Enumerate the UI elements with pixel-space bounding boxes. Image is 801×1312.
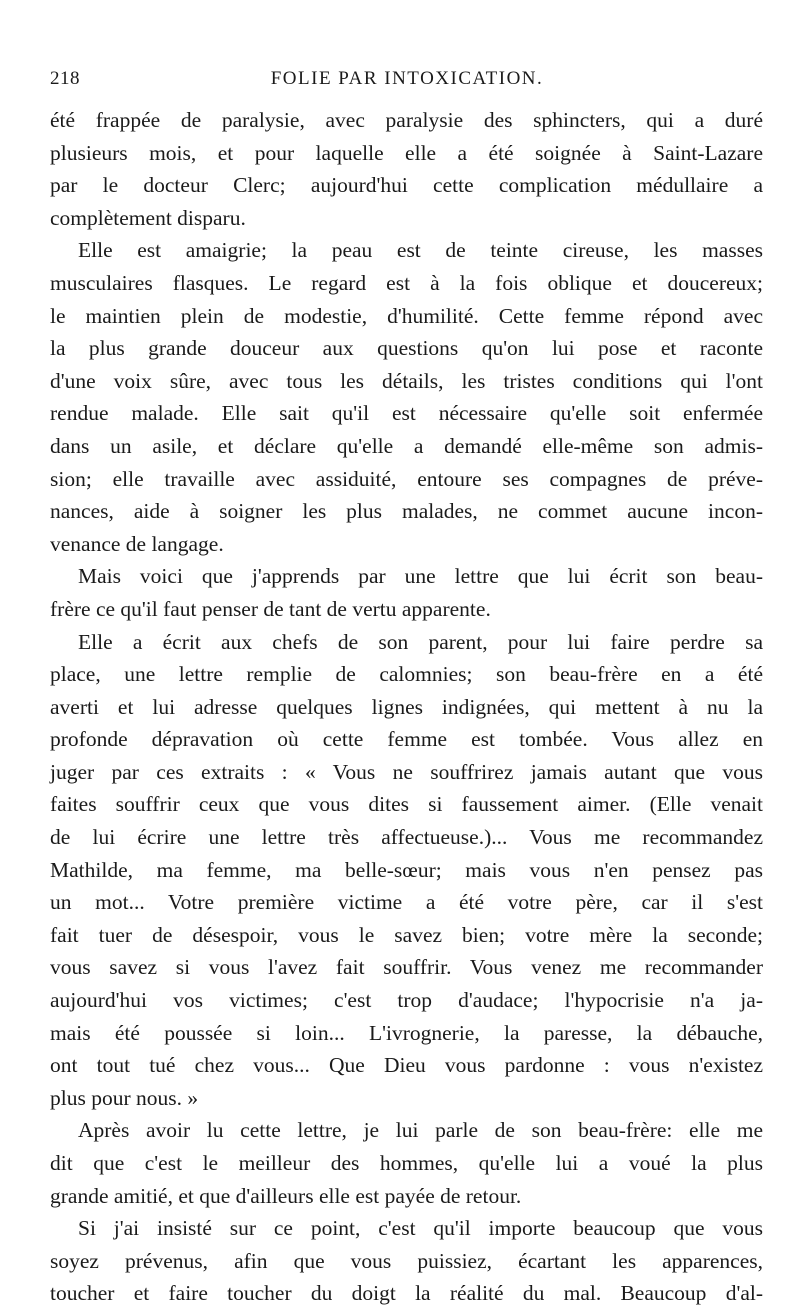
text-line: été frappée de paralysie, avec paralysie des sphincters, qui a duré	[50, 108, 763, 132]
running-title: FOLIE PAR INTOXICATION.	[270, 68, 544, 89]
text-line: un mot... Votre première victime a été votre père, car il s'est	[50, 890, 763, 915]
text-line: le maintien plein de modestie, d'humilité. Cette femme répond avec	[50, 303, 763, 328]
text-line: soyez prévenus, afin que vous puissiez, écartant les apparences,	[50, 1248, 763, 1273]
text-line: Mathilde, ma femme, ma belle-sœur; mais vous n'en pensez pas	[50, 857, 763, 882]
text-line: mais été poussée si loin... L'ivrognerie, la paresse, la débauche,	[50, 1020, 763, 1045]
text-line: sion; elle travaille avec assiduité, entoure ses compagnes de préve-	[50, 466, 763, 491]
text-line: plus pour nous. »	[50, 1085, 199, 1110]
text-line: complètement disparu.	[50, 205, 246, 230]
text-line: grande amitié, et que d'ailleurs elle est payée de retour.	[50, 1183, 522, 1208]
text-line: Elle est amaigrie; la peau est de teinte cireuse, les masses	[78, 238, 763, 263]
text-line: Si j'ai insisté sur ce point, c'est qu'il importe beaucoup que vous	[78, 1216, 763, 1241]
text-line: la plus grande douceur aux questions qu'on lui pose et raconte	[50, 336, 763, 361]
text-line: faites souffrir ceux que vous dites si faussement aimer. (Elle venait	[50, 792, 763, 817]
page-header	[50, 68, 764, 98]
text-line: aujourd'hui vos victimes; c'est trop d'audace; l'hypocrisie n'a ja-	[50, 988, 763, 1013]
text-line: d'une voix sûre, avec tous les détails, les tristes conditions qui l'ont	[50, 368, 763, 393]
text-line: par le docteur Clerc; aujourd'hui cette complication médullaire a	[50, 173, 763, 198]
text-line: nances, aide à soigner les plus malades, ne commet aucune incon-	[50, 499, 763, 524]
text-line: plusieurs mois, et pour laquelle elle a été soignée à Saint-Lazare	[50, 140, 763, 165]
body-text	[50, 104, 763, 1310]
text-line: Elle a écrit aux chefs de son parent, pour lui faire perdre sa	[78, 629, 763, 654]
text-line: profonde dépravation où cette femme est tombée. Vous allez en	[50, 727, 763, 752]
text-line: frère ce qu'il faut penser de tant de vertu apparente.	[50, 596, 491, 621]
text-line: fait tuer de désespoir, vous le savez bien; votre mère la seconde;	[50, 922, 763, 947]
text-line: venance de langage.	[50, 531, 224, 556]
text-line: de lui écrire une lettre très affectueuse.)... Vous me recommandez	[50, 825, 763, 850]
text-line: ont tout tué chez vous... Que Dieu vous pardonne : vous n'existez	[50, 1053, 763, 1078]
text-line: dit que c'est le meilleur des hommes, qu'elle lui a voué la plus	[50, 1151, 763, 1175]
text-line: place, une lettre remplie de calomnies; son beau-frère en a été	[50, 662, 763, 687]
text-line: rendue malade. Elle sait qu'il est nécessaire qu'elle soit enfermée	[50, 401, 763, 426]
text-line: averti et lui adresse quelques lignes indignées, qui mettent à nu la	[50, 694, 763, 719]
text-line: musculaires flasques. Le regard est à la fois oblique et doucereux;	[50, 270, 763, 295]
text-line: vous savez si vous l'avez fait souffrir. Vous venez me recommander	[50, 955, 763, 980]
text-line: juger par ces extraits : « Vous ne souffrirez jamais autant que vous	[50, 759, 763, 784]
text-line: Mais voici que j'apprends par une lettre que lui écrit son beau-	[78, 564, 763, 589]
text-line: Après avoir lu cette lettre, je lui parle de son beau-frère: elle me	[78, 1118, 763, 1143]
text-line: toucher et faire toucher du doigt la réalité du mal. Beaucoup d'al-	[50, 1281, 763, 1306]
page-number: 218	[50, 68, 80, 89]
text-line: dans un asile, et déclare qu'elle a demandé elle-même son admis-	[50, 433, 763, 458]
